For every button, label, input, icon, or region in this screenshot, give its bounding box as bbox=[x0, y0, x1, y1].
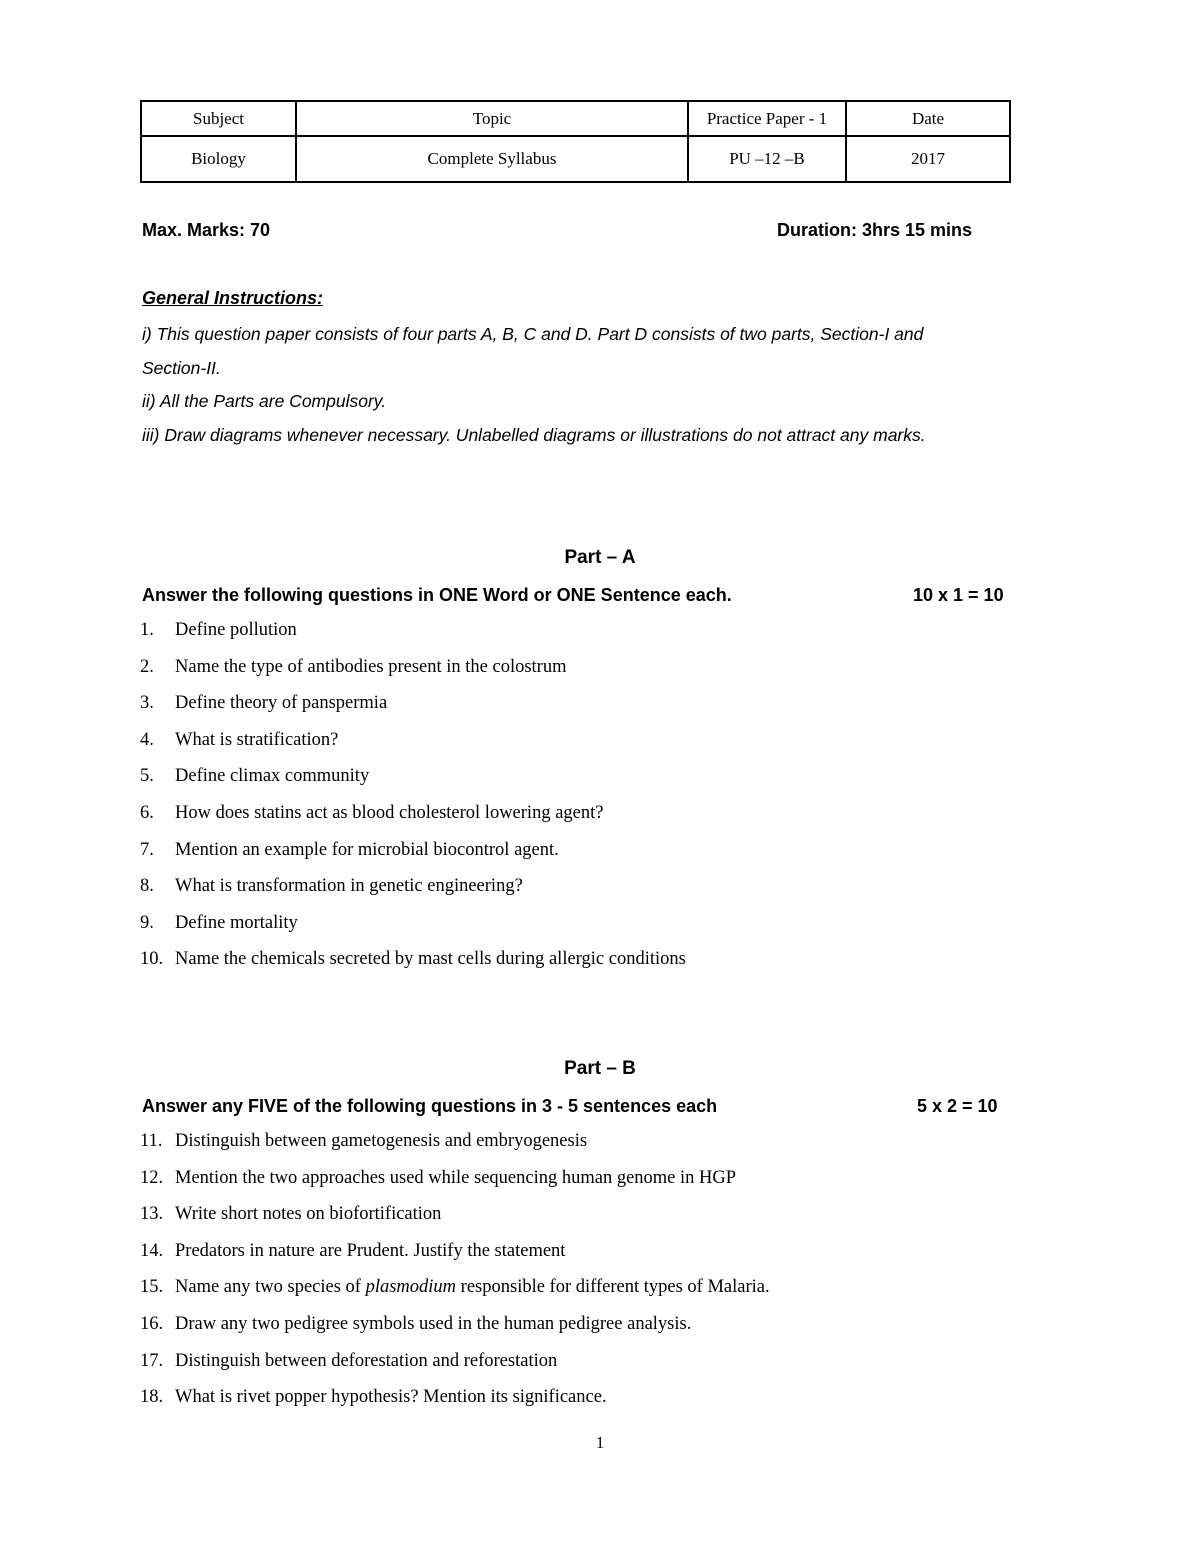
header-table-row bbox=[141, 136, 1010, 182]
date-value: 2017 bbox=[846, 136, 1010, 182]
part-a-marks: 10 x 1 = 10 bbox=[913, 585, 1004, 605]
question-item bbox=[140, 1379, 1040, 1416]
question-item bbox=[140, 722, 1040, 759]
part-b-heading: Answer any FIVE of the following questions in 3 - 5 sentences each bbox=[142, 1096, 718, 1116]
question-number: 13. bbox=[140, 1204, 164, 1225]
practice-paper-header: Practice Paper - 1 bbox=[688, 101, 846, 136]
question-text: Write short notes on biofortification bbox=[175, 1204, 442, 1225]
question-number: 1. bbox=[140, 620, 154, 640]
question-item bbox=[140, 868, 1040, 905]
duration: Duration: 3hrs 15 mins bbox=[777, 220, 973, 240]
question-number: 4. bbox=[140, 729, 154, 750]
question-item bbox=[140, 1269, 1040, 1306]
question-number: 14. bbox=[140, 1240, 164, 1261]
question-text: Draw any two pedigree symbols used in the human pedigree analysis. bbox=[175, 1313, 692, 1334]
general-instructions bbox=[142, 318, 1042, 452]
question-text: Distinguish between gametogenesis and embryogenesis bbox=[175, 1131, 588, 1151]
question-text: Name the chemicals secreted by mast cells during allergic conditions bbox=[175, 949, 686, 970]
instruction-line: i) This question paper consists of four parts A, B, C and D. Part D consists of two parts, Section-I and bbox=[142, 324, 924, 344]
species-name: plasmodium bbox=[365, 1277, 457, 1298]
question-number: 8. bbox=[140, 876, 154, 897]
question-item bbox=[140, 905, 1040, 942]
question-number: 5. bbox=[140, 766, 154, 787]
topic-value: Complete Syllabus bbox=[296, 136, 688, 182]
question-text: Define mortality bbox=[175, 912, 298, 933]
question-text: Define climax community bbox=[175, 766, 370, 787]
practice-paper-value: PU –12 –B bbox=[688, 136, 846, 182]
part-a-heading: Answer the following questions in ONE Word or ONE Sentence each. bbox=[142, 585, 732, 605]
topic-header: Topic bbox=[296, 101, 688, 136]
question-item bbox=[140, 1160, 1040, 1197]
question-text: What is transformation in genetic engineering? bbox=[175, 876, 523, 897]
question-text: Define pollution bbox=[175, 620, 297, 640]
question-text: Predators in nature are Prudent. Justify the statement bbox=[175, 1240, 566, 1261]
instruction-line: Section-II. bbox=[142, 357, 221, 378]
question-item bbox=[140, 1306, 1040, 1343]
question-item bbox=[140, 649, 1040, 686]
subject-value: Biology bbox=[141, 136, 296, 182]
part-b-question-list bbox=[140, 1123, 1040, 1416]
question-text: How does statins act as blood cholesterol lowering agent? bbox=[175, 802, 604, 823]
question-number: 7. bbox=[140, 839, 154, 860]
question-text: Distinguish between deforestation and reforestation bbox=[175, 1350, 558, 1371]
question-number: 2. bbox=[140, 656, 154, 677]
question-number: 15. bbox=[140, 1277, 164, 1298]
question-item bbox=[140, 685, 1040, 722]
question-item bbox=[140, 941, 1040, 978]
question-text-part: responsible for different types of Malaria. bbox=[456, 1277, 770, 1298]
question-item bbox=[140, 758, 1040, 795]
question-number: 3. bbox=[140, 693, 154, 714]
question-text bbox=[175, 1269, 770, 1306]
question-item bbox=[140, 1196, 1040, 1233]
question-text: Define theory of panspermia bbox=[175, 693, 388, 714]
date-header: Date bbox=[846, 101, 1010, 136]
paper-header-table bbox=[140, 100, 1011, 183]
header-table-row bbox=[141, 101, 1010, 136]
general-instructions-title: General Instructions: bbox=[142, 288, 324, 308]
question-number: 10. bbox=[140, 949, 164, 970]
question-item bbox=[140, 795, 1040, 832]
question-text: Mention the two approaches used while sequencing human genome in HGP bbox=[175, 1167, 737, 1188]
question-number: 16. bbox=[140, 1313, 164, 1334]
instruction-line: ii) All the Parts are Compulsory. bbox=[142, 391, 387, 411]
subject-header: Subject bbox=[141, 101, 296, 136]
question-text-part: Name any two species of bbox=[175, 1277, 366, 1298]
question-item bbox=[140, 1123, 1040, 1160]
question-number: 18. bbox=[140, 1387, 164, 1408]
question-text: What is rivet popper hypothesis? Mention its significance. bbox=[175, 1387, 607, 1408]
question-text: Name the type of antibodies present in the colostrum bbox=[175, 656, 567, 677]
part-b-marks: 5 x 2 = 10 bbox=[917, 1096, 998, 1116]
part-a-title: Part – A bbox=[564, 547, 636, 568]
question-item bbox=[140, 1343, 1040, 1380]
question-text: What is stratification? bbox=[175, 729, 339, 750]
question-text: Mention an example for microbial biocontrol agent. bbox=[175, 839, 559, 860]
part-b-title: Part – B bbox=[564, 1058, 636, 1079]
question-number: 6. bbox=[140, 802, 154, 823]
question-item bbox=[140, 832, 1040, 869]
question-item bbox=[140, 1233, 1040, 1270]
question-number: 12. bbox=[140, 1167, 164, 1188]
part-a-question-list bbox=[140, 612, 1040, 978]
page-number: 1 bbox=[595, 1433, 605, 1452]
question-number: 9. bbox=[140, 912, 154, 933]
question-number: 17. bbox=[140, 1350, 164, 1371]
question-number: 11. bbox=[140, 1131, 163, 1151]
question-item bbox=[140, 612, 1040, 649]
max-marks: Max. Marks: 70 bbox=[142, 220, 271, 240]
instruction-line: iii) Draw diagrams whenever necessary. Unlabelled diagrams or illustrations do not attract any marks. bbox=[142, 424, 926, 445]
